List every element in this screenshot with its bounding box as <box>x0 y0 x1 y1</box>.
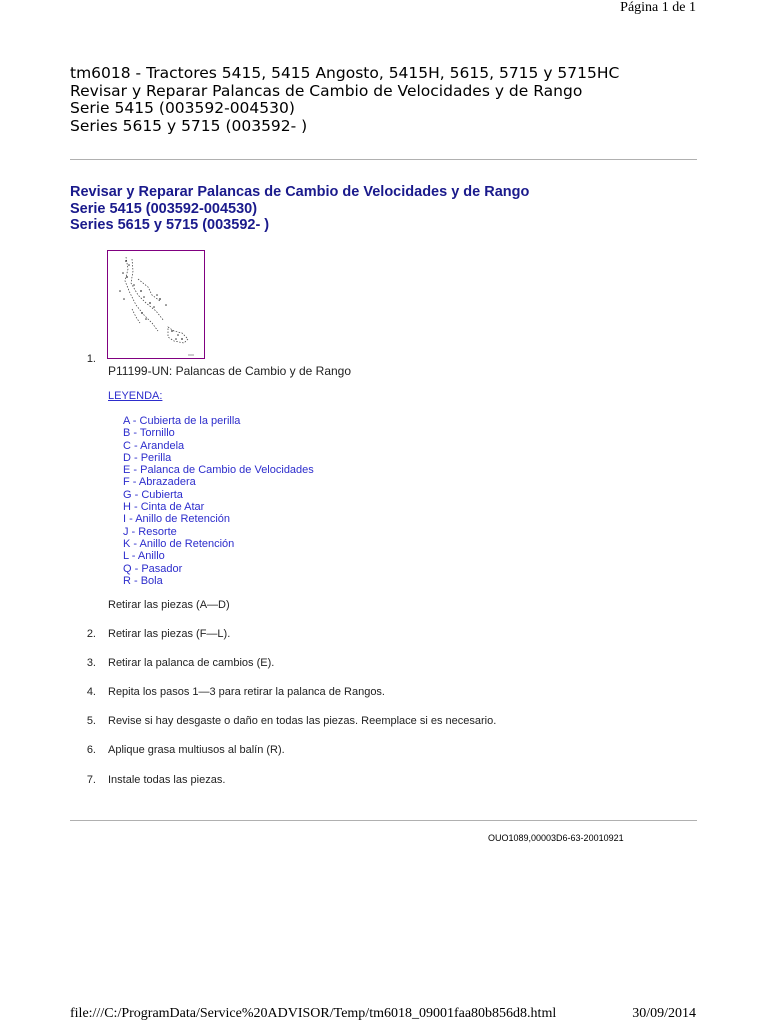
legend-item: Q - Pasador <box>123 562 183 575</box>
step-text: Repita los pasos 1—3 para retirar la palanca de Rangos. <box>108 686 385 698</box>
legend-item: E - Palanca de Cambio de Velocidades <box>123 464 314 477</box>
legend-item: D - Perilla <box>123 451 172 464</box>
page-url: file:///C:/ProgramData/Service%20ADVISOR/Temp/tm6018_09001faa80b856d8.html <box>70 1006 557 1021</box>
header-line: Series 5615 y 5715 (003592- ) <box>70 116 308 135</box>
step-number: 2. <box>86 628 96 640</box>
section-title-line: Series 5615 y 5715 (003592- ) <box>70 217 270 233</box>
top-divider <box>70 159 697 160</box>
header-line: Serie 5415 (003592-004530) <box>70 99 295 117</box>
step-number: 3. <box>86 657 96 669</box>
legend-item: F - Abrazadera <box>123 476 196 489</box>
legend-item: C - Arandela <box>123 439 185 452</box>
shift-levers-drawing <box>108 251 204 358</box>
legend-title-link[interactable]: LEYENDA: <box>108 390 163 402</box>
section-title-line: Serie 5415 (003592-004530) <box>70 200 258 217</box>
step-text: Aplique grasa multiusos al balín (R). <box>108 744 285 756</box>
step-text: Instale todas las piezas. <box>108 774 226 786</box>
legend-item: G - Cubierta <box>123 488 183 501</box>
section-title-line: Revisar y Reparar Palancas de Cambio de Velocidades y de Rango <box>70 184 530 200</box>
legend-item: H - Cinta de Atar <box>123 501 205 514</box>
step-number: 1. <box>86 353 96 365</box>
step-number: 5. <box>86 715 96 727</box>
figure-caption: P11199-UN: Palancas de Cambio y de Rango <box>108 364 352 378</box>
step-number: 7. <box>86 774 96 786</box>
step-text: Retirar las piezas (F—L). <box>108 628 231 640</box>
figure-thumbnail-link[interactable] <box>107 250 205 359</box>
document-code: OUO1089,00003D6-63-20010921 <box>488 833 624 843</box>
step-number: 6. <box>86 744 96 756</box>
page-number: Página 1 de 1 <box>620 0 696 15</box>
bottom-divider <box>70 820 697 821</box>
legend-item: A - Cubierta de la perilla <box>123 415 241 427</box>
header-line: Revisar y Reparar Palancas de Cambio de Velocidades y de Rango <box>70 81 583 100</box>
legend-item: R - Bola <box>123 574 163 587</box>
legend-item: L - Anillo <box>123 550 165 563</box>
step-text: Retirar la palanca de cambios (E). <box>108 657 275 669</box>
header-line: tm6018 - Tractores 5415, 5415 Angosto, 5415H, 5615, 5715 y 5715HC <box>70 64 620 82</box>
legend-item: J - Resorte <box>123 525 177 538</box>
legend-item: I - Anillo de Retención <box>123 513 231 526</box>
step-text: Revise si hay desgaste o daño en todas las piezas. Reemplace si es necesario. <box>108 715 497 727</box>
print-date: 30/09/2014 <box>632 1006 696 1021</box>
legend-item: K - Anillo de Retención <box>123 537 235 550</box>
step-number: 4. <box>86 686 96 698</box>
legend-list <box>123 415 314 587</box>
section-title <box>70 184 529 234</box>
legend-item: B - Tornillo <box>123 427 175 440</box>
document-header <box>70 65 700 135</box>
step-1-text: Retirar las piezas (A—D) <box>108 599 230 611</box>
